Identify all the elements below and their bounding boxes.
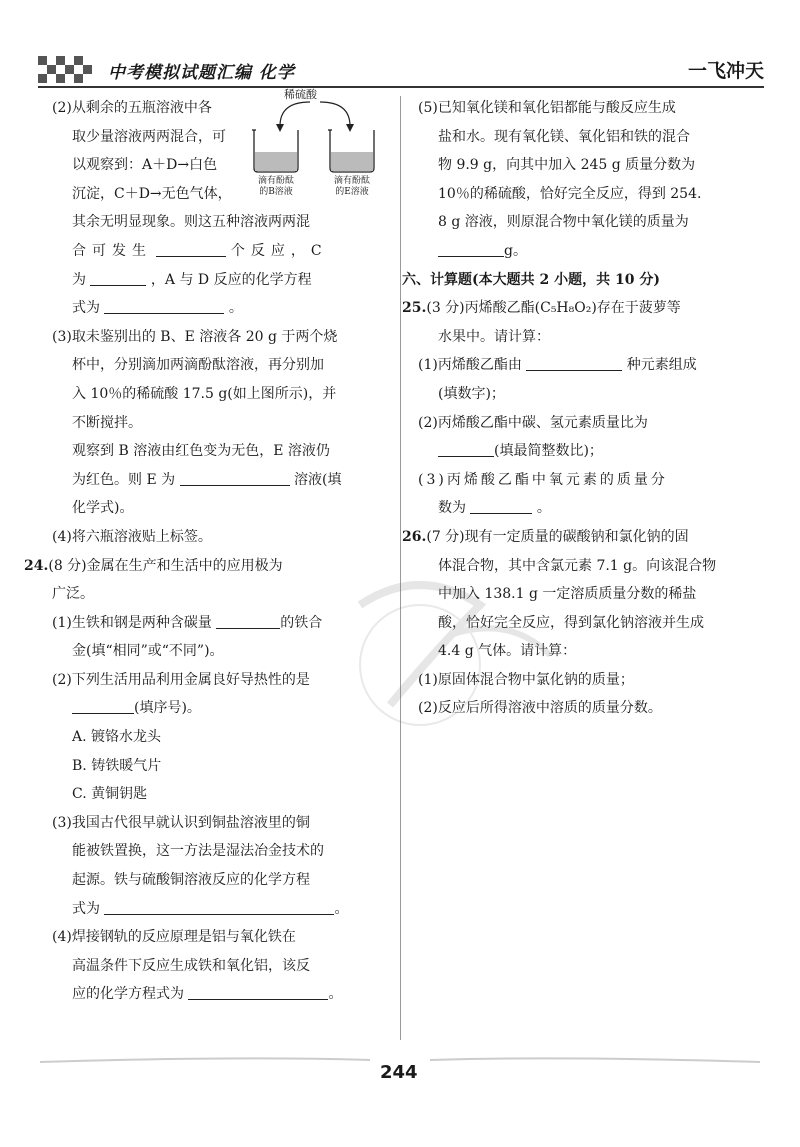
- answer-blank[interactable]: [438, 440, 494, 457]
- text-line: 不断搅拌。: [72, 414, 142, 431]
- question-number: 26.: [402, 528, 427, 545]
- text-segment: 种元素组成: [626, 357, 697, 374]
- text-segment: (1)生铁和钢是两种含碳量: [52, 614, 212, 631]
- text-segment: 数为: [438, 500, 466, 517]
- text-line: 入 10％的稀硫酸 17.5 g(如上图所示)，并: [72, 385, 337, 402]
- text-line: (5)已知氧化镁和氧化铝都能与酸反应生成: [418, 100, 676, 116]
- text-line: [410, 237, 756, 266]
- text-segment: (1)丙烯酸乙酯由: [418, 357, 522, 374]
- watermark-logo: [300, 545, 600, 765]
- text-segment: 合可发生: [72, 242, 152, 259]
- text-line: 观察到 B 溶液由红色变为无色，E 溶液仍: [72, 443, 330, 460]
- text-segment: (7 分)现有一定质量的碳酸钠和氯化钠的固: [426, 528, 689, 545]
- answer-blank[interactable]: [180, 469, 290, 486]
- text-line: [44, 237, 390, 266]
- text-segment: 。: [536, 500, 551, 517]
- page-header: [38, 52, 764, 88]
- answer-blank[interactable]: [90, 269, 146, 286]
- text-segment: 为红色。则 E 为: [72, 471, 176, 488]
- text-line: [402, 294, 756, 323]
- text-line: 起源。铁与硫酸铜溶液反应的化学方程: [72, 872, 310, 889]
- caption-line: 滴有酚酞: [333, 176, 370, 186]
- option-a: A. 镀铬水龙头: [72, 729, 162, 746]
- text-segment: ，A 与 D 反应的化学方程: [150, 271, 312, 288]
- text-line: [44, 466, 390, 495]
- arrow-right-head: [346, 124, 354, 132]
- text-line: 10％的稀硫酸，恰好完全反应，得到 254.: [438, 185, 702, 202]
- section-heading: 六、计算题(本大题共 2 小题，共 10 分): [402, 271, 660, 288]
- text-segment: (3 分)丙烯酸乙酯(C₅H₈O₂)存在于菠萝等: [426, 300, 681, 317]
- text-line: 水果中。请计算：: [438, 328, 550, 345]
- answer-blank[interactable]: [188, 983, 328, 1000]
- text-line: (填数字)；: [438, 385, 505, 402]
- text-line: 中加入 138.1 g 一定溶质质量分数的稀盐: [438, 586, 697, 603]
- text-line: (3)我国古代很早就认识到铜盐溶液里的铜: [52, 814, 310, 831]
- beaker-b-icon: [252, 130, 298, 172]
- answer-blank[interactable]: [104, 898, 334, 915]
- text-line: [44, 980, 390, 1009]
- text-segment: (填序号)。: [134, 700, 201, 717]
- caption-line: 的E溶液: [335, 187, 369, 197]
- header-rule: [38, 86, 764, 88]
- text-line: [44, 895, 390, 924]
- text-line: 8 g 溶液，则原混合物中氧化镁的质量为: [438, 214, 689, 231]
- text-line: 高温条件下反应生成铁和氧化铝，该反: [72, 957, 310, 974]
- text-line: 体混合物，其中含氯元素 7.1 g。向该混合物: [438, 557, 717, 574]
- text-segment: 。: [228, 300, 243, 317]
- text-line: (1)原固体混合物中氯化钠的质量；: [418, 671, 634, 688]
- text-line: (2)丙烯酸乙酯中碳、氢元素质量比为: [418, 414, 648, 431]
- option-c: C. 黄铜钥匙: [72, 786, 148, 803]
- text-segment: 的铁合: [280, 614, 323, 631]
- header-checker-decoration: [38, 56, 100, 84]
- beaker-e-caption: [322, 176, 382, 198]
- text-line: 金(填“相同”或“不同”)。: [72, 643, 224, 660]
- text-line: [44, 266, 390, 295]
- text-line: 取少量溶液两两混合，可: [72, 128, 226, 145]
- question-number: 24.: [24, 557, 49, 574]
- answer-blank[interactable]: [104, 297, 224, 314]
- text-segment: 溶液(填: [294, 471, 342, 488]
- text-line: 以观察到：A＋D→白色: [72, 157, 218, 174]
- beaker-figure: [244, 86, 386, 204]
- text-segment: g。: [504, 242, 527, 259]
- text-segment: 。: [328, 986, 343, 1003]
- text-line: 能被铁置换，这一方法是湿法冶金技术的: [72, 843, 324, 860]
- text-segment: (8 分)金属在生产和生活中的应用极为: [48, 557, 283, 574]
- text-line: [410, 351, 756, 380]
- answer-blank[interactable]: [156, 240, 226, 257]
- text-line: (3)丙烯酸乙酯中氧元素的质量分: [418, 471, 668, 488]
- arrow-left-head: [276, 124, 284, 132]
- beaker-b-caption: [246, 176, 306, 198]
- text-line: (2)下列生活用品利用金属良好导热性的是: [52, 671, 310, 688]
- text-segment: 个反应，C: [230, 242, 328, 259]
- answer-blank[interactable]: [526, 354, 622, 371]
- answer-blank[interactable]: [438, 240, 504, 257]
- arrow-right-path: [320, 102, 350, 126]
- arrow-left-path: [280, 102, 310, 126]
- text-line: (3)取未鉴别出的 B、E 溶液各 20 g 于两个烧: [52, 328, 338, 345]
- header-title: 中考模拟试题汇编 化学: [108, 63, 295, 83]
- text-line: (4)将六瓶溶液贴上标签。: [52, 528, 212, 545]
- text-line: 化学式)。: [72, 500, 134, 517]
- text-line: 盐和水。现有氧化镁、氧化铝和铁的混合: [438, 128, 690, 145]
- text-line: 广泛。: [52, 586, 94, 603]
- text-line: [44, 294, 390, 323]
- text-line: 其余无明显现象。则这五种溶液两两混: [72, 214, 310, 231]
- option-b: B. 铸铁暖气片: [72, 757, 162, 774]
- header-brand: 一飞冲天: [687, 60, 764, 82]
- text-segment: 应的化学方程式为: [72, 986, 184, 1003]
- answer-blank[interactable]: [72, 697, 134, 714]
- acid-label: 稀硫酸: [284, 88, 317, 101]
- caption-line: 滴有酚酞: [257, 176, 294, 186]
- text-line: [410, 437, 756, 466]
- text-line: 酸，恰好完全反应，得到氯化钠溶液并生成: [438, 614, 704, 631]
- text-line: 物 9.9 g，向其中加入 245 g 质量分数为: [438, 157, 696, 174]
- text-segment: 为: [72, 271, 86, 288]
- text-line: (4)焊接钢轨的反应原理是铝与氧化铁在: [52, 929, 296, 946]
- page-number: 244: [380, 1062, 418, 1083]
- caption-line: 的B溶液: [259, 187, 293, 197]
- text-line: [410, 494, 756, 523]
- answer-blank[interactable]: [216, 612, 280, 629]
- answer-blank[interactable]: [470, 497, 532, 514]
- text-segment: 式为: [72, 900, 100, 917]
- text-segment: 。: [334, 900, 349, 917]
- text-line: 沉淀，C＋D→无色气体，: [72, 185, 232, 202]
- question-number: 25.: [402, 300, 427, 317]
- text-line: 杯中，分别滴加两滴酚酞溶液，再分别加: [72, 357, 324, 374]
- beaker-e-icon: [328, 130, 374, 172]
- text-segment: (填最简整数比)；: [494, 443, 603, 460]
- text-line: 4.4 g 气体。请计算：: [438, 643, 577, 660]
- text-line: (2)从剩余的五瓶溶液中各: [52, 100, 212, 116]
- text-segment: 式为: [72, 300, 100, 317]
- text-line: (2)反应后所得溶液中溶质的质量分数。: [418, 700, 662, 717]
